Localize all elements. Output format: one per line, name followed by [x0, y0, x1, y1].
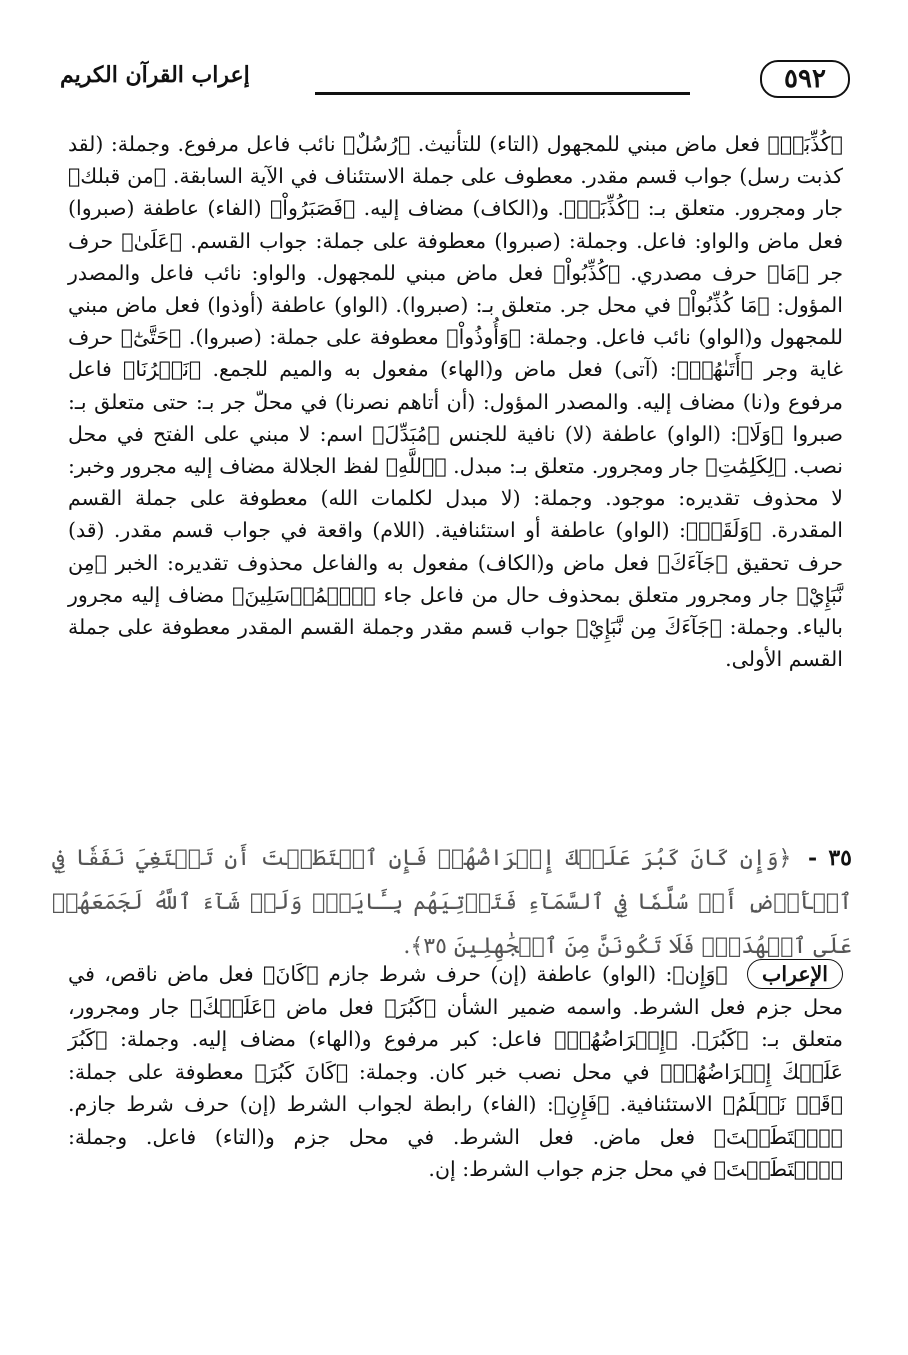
page-header: [60, 58, 850, 102]
paragraph-irab-previous-verse: ﴿كُذِّبَتۡ﴾ فعل ماض مبني للمجهول (التاء) للتأنيث. ﴿رُسُلٌ﴾ نائب فاعل مرفوع. وجملة: (لقد كذبت رسل) جواب قسم مقدر. معطوف على جملة الاستئناف في الآية السابقة. ﴿من قبلك﴾ جار ومجرور. متعلق بـ: ﴿كُذِّبَتۡ﴾. و(الكاف) مضاف إليه. ﴿فَصَبَرُواْ﴾ (الفاء) عاطفة (صبروا) فعل ماض والواو: فاعل. وجملة: (صبروا) معطوفة على جملة: جواب القسم. ﴿عَلَىٰ﴾ حرف جر ﴿مَا﴾ حرف مصدري. ﴿كُذِّبُواْ﴾ فعل ماض مبني للمجهول. والواو: نائب فاعل والمصدر المؤول: ﴿مَا كُذِّبُواْ﴾ في محل جر. متعلق بـ: (صبروا). (الواو) عاطفة (أوذوا) فعل ماض مبني للمجهول و(الواو) نائب فاعل. وجملة: ﴿وَأُوذُواْ﴾ معطوفة على جملة: (صبروا). ﴿حَتَّىٰٓ﴾ حرف غاية وجر ﴿أَتَىٰهُمۡ﴾: (آتى) فعل ماض و(الهاء) مفعول به والميم للجمع. ﴿نَصۡرُنَا﴾ فاعل مرفوع و(نا) مضاف إليه. والمصدر المؤول: (أن أتاهم نصرنا) في محلّ جر بـ: حتى متعلق بـ: صبروا ﴿وَلَا﴾: (الواو) عاطفة (لا) نافية للجنس ﴿مُبَدِّلَ﴾ اسم: لا مبني على الفتح في محل نصب. ﴿لِكَلِمَٰتِ﴾ جار ومجرور. متعلق بـ: مبدل. ﴿ٱللَّهِ﴾ لفظ الجلالة مضاف إليه مجرور وخبر: لا محذوف تقديره: موجود. وجملة: (لا مبدل لكلمات الله) معطوفة على جملة القسم المقدرة. ﴿وَلَقَدۡ﴾: (الواو) عاطفة أو استئنافية. (اللام) واقعة في جواب قسم مقدر. (قد) حرف تحقيق ﴿جَآءَكَ﴾ فعل ماض و(الكاف) مفعول به والفاعل محذوف تقديره: الخبر ﴿مِن نَّبَإِيْ﴾ جار ومجرور متعلق بمحذوف حال من فاعل جاء ﴿ٱلۡمُرۡسَلِينَ﴾ مضاف إليه مجرور بالياء. وجملة: ﴿جَآءَكَ مِن نَّبَإِيْ﴾ جواب قسم مقدر وجملة القسم المقدر معطوفة على جملة القسم الأولى.: [68, 132, 843, 672]
irab-label: الإعراب: [747, 959, 843, 989]
page-number: ٥٩٢: [760, 60, 850, 98]
book-title: إعراب القرآن الكريم: [60, 62, 250, 88]
verse-text: ﴿وَإِن كَانَ كَبُرَ عَلَيۡكَ إِعۡرَاضُهُمۡ فَإِنِ ٱسۡتَطَعۡتَ أَن تَبۡتَغِيَ نَفَقٗا فِي ٱلۡأَرۡضِ أَوۡ سُلَّمٗا فِي ٱلسَّمَآءِ فَتَأۡتِيَهُم بِـَٔايَةٖۚ وَلَوۡ شَآءَ ٱللَّهُ لَجَمَعَهُمۡ عَلَى ٱلۡهُدَىٰۚ فَلَا تَكُونَنَّ مِنَ ٱلۡجَٰهِلِينَ ٣٥﴾.: [52, 846, 852, 959]
irab-text: ﴿وَإِن﴾: (الواو) عاطفة (إن) حرف شرط جازم ﴿كَانَ﴾ فعل ماض ناقص، في محل جزم فعل الشرط. واسمه ضمير الشأن ﴿كَبُرَ﴾ فعل ماض ﴿عَلَيۡكَ﴾ جار ومجرور، متعلق بـ: ﴿كَبُرَ﴾. ﴿إِعۡرَاضُهُمۡ﴾ فاعل: كبر مرفوع و(الهاء) مضاف إليه. وجملة: ﴿كَبُرَ عَلَيۡكَ إِعۡرَاضُهُمۡ﴾ في محل نصب خبر كان. وجملة: ﴿كَانَ كَبُرَ﴾ معطوفة على جملة: ﴿قَدۡ نَعۡلَمُ﴾ الاستئنافية. ﴿فَإِنِ﴾: (الفاء) رابطة لجواب الشرط (إن) حرف شرط جازم. ﴿ٱسۡتَطَعۡتَ﴾ فعل ماض. فعل الشرط. في محل جزم و(التاء) فاعل. وجملة: ﴿ٱسۡتَطَعۡتَ﴾ في محل جزم جواب الشرط: إن.: [68, 962, 843, 1181]
verse-number: ٣٥ -: [807, 845, 852, 871]
irab-section: [68, 958, 843, 1186]
quran-verse: [52, 836, 852, 969]
commentary-text: [68, 128, 843, 828]
header-rule: [315, 92, 690, 95]
